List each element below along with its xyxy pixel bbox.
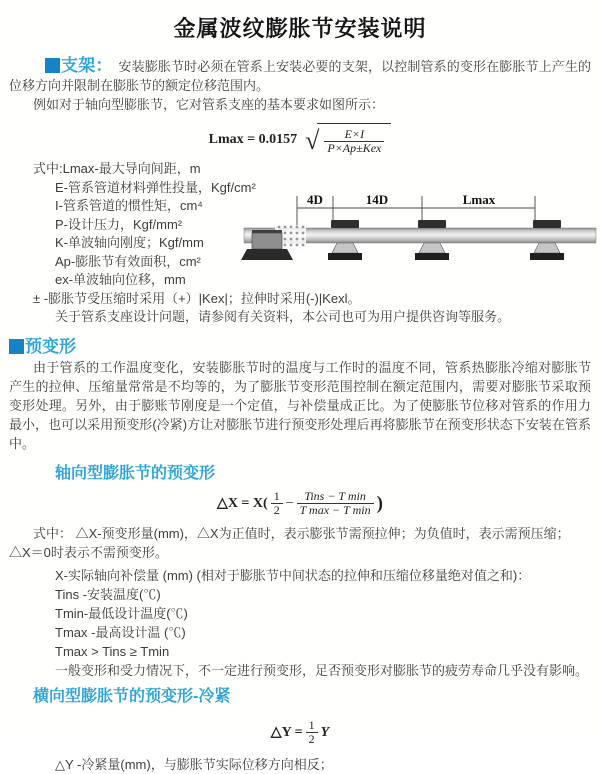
definition-line: Tmin-最低设计温度(℃) xyxy=(0,604,600,623)
minus-sign: − xyxy=(286,494,294,513)
axial-formula-lhs: △X = X( xyxy=(217,494,268,513)
definition-line: 一般变形和受力情况下，不一定进行预变形，足否预变形对膨胀节的疲劳寿命几乎没有影响。 xyxy=(0,661,600,680)
predeform-section-heading: 预变形 xyxy=(25,337,76,356)
square-root xyxy=(305,123,391,155)
radical-sign: √ xyxy=(305,128,319,154)
definition-line: 式中:Lmax-最大导向间距，m xyxy=(0,160,600,179)
page-title: 金属波纹膨胀节安装说明 xyxy=(0,0,600,43)
lateral-formula-lhs: △Y = xyxy=(271,723,303,742)
axial-formula xyxy=(0,490,600,517)
lmax-fraction xyxy=(324,128,384,155)
definition-line: E-管系管道材料弹性投量，Kgf/cm² xyxy=(0,179,600,198)
closing-paren: ) xyxy=(377,494,383,513)
support-intro-paragraph xyxy=(0,56,600,95)
dim-label-4d: 4D xyxy=(307,192,323,207)
axial-explanation-paragraph: 式中： △X-预变形量(mm)，△X为正值时，表示膨张节需预拉伸；为负值时，表示需预压缩；△X＝0时表示不需预变形。 xyxy=(0,524,600,562)
axial-definitions-block xyxy=(0,566,600,680)
one-half-fraction xyxy=(271,490,283,517)
one-half-fraction xyxy=(306,719,318,746)
definition-line: Ap-膨胀节有效面积，cm² xyxy=(0,253,600,272)
definition-line: 关于管系支座设计问题，请参阅有关资料，本公司也可为用户提供咨询等服务。 xyxy=(0,308,600,327)
fraction-numerator: E×I xyxy=(342,128,367,141)
fraction-denominator: P×Ap±Kex xyxy=(324,141,384,155)
predeform-paragraph: 由于管系的工作温度变化，安装膨胀节时的温度与工作时的温度不同，管系热膨胀冷缩对膨胀节产生的拉伸、压缩量常常是不均等的，为了膨胀节变形范围控制在额定范围内，需要对膨胀节采取预变形处理。另外，由于膨账节刚度是一个定值，与补偿量成正比。为了使膨胀节位移对管系的作用力最小，也可以采用预变形(冷紧)方让对膨胀节进行预变形处理后再将膨胀节在预变形状态下安装在管系中。 xyxy=(0,358,600,453)
fraction-numerator: 1 xyxy=(306,719,318,732)
predeform-section-heading-line xyxy=(0,336,600,357)
section-marker-square xyxy=(45,58,60,73)
definition-line: ex-单波轴向位移，mm xyxy=(0,271,600,290)
definition-line: K-单波轴向刚度；Kgf/mm xyxy=(0,234,600,253)
definition-line: I-管系管道的惯性矩，cm⁴ xyxy=(0,197,600,216)
section-marker-square xyxy=(9,339,24,354)
definition-line: Tmax > Tins ≥ Tmin xyxy=(0,642,600,661)
fraction-numerator: 1 xyxy=(271,490,283,503)
fraction-denominator: 2 xyxy=(271,503,283,517)
fraction-numerator: Tins − T min xyxy=(301,490,369,503)
fraction-denominator: T max − T min xyxy=(297,503,374,517)
dim-label-14d: 14D xyxy=(366,192,388,207)
support-section-heading: 支架： xyxy=(61,56,113,75)
pipe-support-diagram xyxy=(240,190,600,294)
lateral-formula-rhs: Y xyxy=(321,723,330,742)
lmax-formula xyxy=(0,123,600,155)
temperature-fraction xyxy=(297,490,374,517)
axial-subheading: 轴向型膨胀节的预变形 xyxy=(55,464,600,484)
support-paragraph-text: 安装膨胀节时必须在管系上安装必要的支架，以控制管系的变形在膨胀节上产生的位移方向并限制在膨胀节的额定位移范围内。 xyxy=(9,59,591,93)
fraction-denominator: 2 xyxy=(306,732,318,746)
dim-label-lmax: Lmax xyxy=(463,192,496,207)
lmax-formula-lhs: Lmax = 0.0157 xyxy=(209,130,297,149)
definition-line: Tins -安装温度(℃) xyxy=(0,585,600,604)
definition-line: Tmax -最高设计温 (℃) xyxy=(0,623,600,642)
definition-line: X-实际轴向补偿量 (mm) (相对于膨胀节中间状态的拉伸和压缩位移量绝对值之和)： xyxy=(0,566,600,585)
definition-line: P-设计压力，Kgf/mm² xyxy=(0,216,600,235)
lateral-formula xyxy=(0,719,600,746)
lateral-definition-line: △Y -冷紧量(mm)，与膨胀节实际位移方向相反； xyxy=(0,756,600,774)
lateral-subheading: 横向型膨胀节的预变形-冷紧 xyxy=(33,687,600,707)
support-example-line: 例如对于轴向型膨胀节，它对管系支座的基本要求如图所示： xyxy=(0,95,600,114)
definition-line: ± -膨胀节受压缩时采用（+）|Kex|；拉伸时采用(-)|Kexl。 xyxy=(0,290,600,309)
